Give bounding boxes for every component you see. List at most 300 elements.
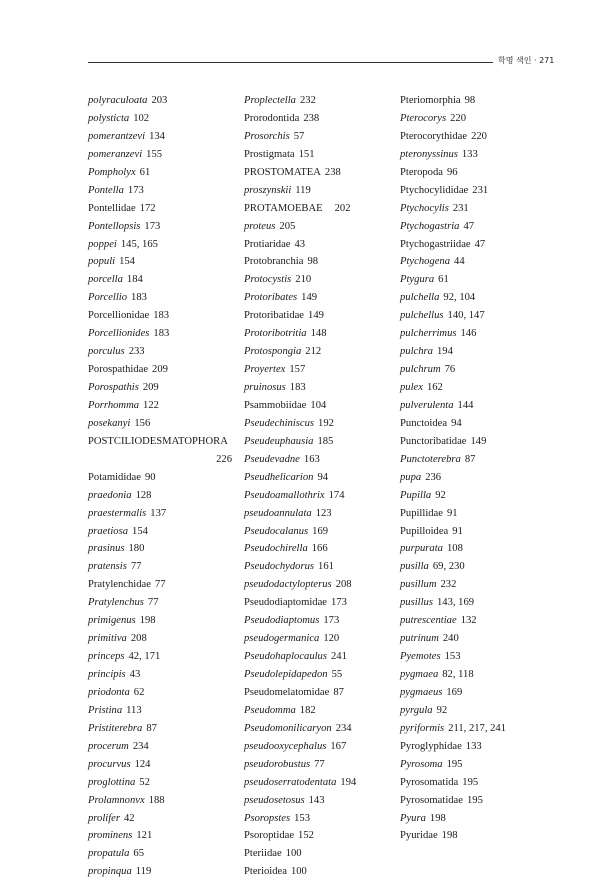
taxon-name: PROSTOMATEA (244, 166, 321, 178)
taxon-name: pulcherrimus (400, 328, 457, 340)
taxon-name: Pseudoamallothrix (244, 489, 325, 501)
index-entry (400, 720, 550, 738)
index-entry (88, 236, 238, 254)
index-entry (400, 182, 550, 200)
page-numbers: 133 (465, 740, 482, 752)
page-numbers: 234 (132, 740, 149, 752)
index-entry (244, 810, 394, 828)
page-numbers: 52 (139, 776, 150, 788)
index-entry (400, 128, 550, 146)
page-numbers: 183 (289, 382, 306, 393)
index-entry (88, 505, 238, 523)
index-entry (88, 164, 238, 182)
taxon-name: Pseudocalanus (244, 525, 309, 537)
index-entry (244, 361, 394, 379)
taxon-name: Pterioidea (244, 866, 287, 878)
taxon-name: procerum (88, 740, 129, 752)
taxon-name: putrinum (400, 633, 439, 645)
taxon-name: Psoropstes (244, 812, 291, 824)
index-column-3 (400, 92, 550, 845)
taxon-name: Pterocorys (400, 112, 447, 124)
page-numbers: 55 (331, 669, 343, 680)
index-entry (88, 576, 238, 594)
index-entry (400, 810, 550, 828)
index-entry (88, 684, 238, 702)
page-numbers: 153 (294, 812, 310, 824)
taxon-name: Pristiterebra (88, 722, 143, 734)
index-entry (400, 684, 550, 702)
page-numbers: 108 (446, 543, 463, 555)
index-entry (244, 792, 394, 810)
taxon-name: pulchrum (400, 364, 441, 376)
taxon-name: pyrgula (400, 704, 433, 716)
taxon-name: praestermalis (88, 507, 147, 519)
index-entry (88, 415, 238, 433)
index-entry (88, 469, 238, 487)
taxon-name: pseudosetosus (244, 794, 305, 806)
index-entry (400, 523, 550, 541)
page-numbers: 69, 230 (432, 561, 465, 573)
page-numbers: 42 (123, 812, 135, 824)
page-numbers: 77 (147, 597, 159, 609)
taxon-name: pomerantzevi (88, 130, 146, 142)
taxon-name: purpurata (400, 543, 443, 555)
index-entry (244, 325, 394, 343)
page-numbers: 203 (151, 95, 168, 106)
taxon-name: Pompholyx (88, 166, 136, 178)
page-numbers: 94 (317, 471, 329, 483)
taxon-name: Porrhomma (88, 399, 140, 411)
taxon-name: Pseudochydorus (244, 561, 315, 573)
page-numbers: 173 (323, 615, 340, 627)
taxon-name: princeps (88, 651, 125, 663)
index-entry (244, 487, 394, 505)
taxon-name: Pontellopsis (88, 220, 141, 232)
page-numbers: 137 (150, 507, 167, 519)
taxon-name: pusillus (400, 597, 433, 609)
index-entry (244, 827, 394, 845)
index-entry (244, 774, 394, 792)
taxon-name: prolifer (88, 812, 120, 824)
index-entry (400, 92, 550, 110)
taxon-name: putrescentiae (400, 615, 457, 627)
page-numbers: 152 (298, 830, 314, 842)
page-numbers: 192 (318, 417, 334, 429)
page-numbers: 57 (293, 130, 305, 142)
taxon-name: Ptychogastria (400, 220, 460, 232)
taxon-name: Pontella (88, 184, 124, 196)
index-entry (88, 666, 238, 684)
taxon-name: pygmaea (400, 669, 439, 680)
index-entry (400, 433, 550, 451)
page-numbers: 188 (148, 794, 165, 806)
index-entry (244, 666, 394, 684)
taxon-name: Pyrosomatida (400, 776, 459, 788)
index-entry (400, 738, 550, 756)
page-numbers: 226 (216, 453, 232, 465)
page-numbers: 92 (435, 489, 446, 501)
page-numbers: 154 (119, 256, 135, 268)
taxon-name: Prostigmata (244, 148, 295, 160)
index-entry (244, 236, 394, 254)
page-numbers: 173 (127, 184, 144, 196)
page-numbers: 76 (444, 364, 456, 376)
index-entry (244, 271, 394, 289)
taxon-name: pusillum (400, 579, 437, 591)
index-entry (88, 540, 238, 558)
page-numbers: 96 (446, 166, 458, 178)
taxon-name: principis (88, 669, 126, 680)
index-entry (400, 666, 550, 684)
index-entry (88, 182, 238, 200)
taxon-name: Prolamnonvx (88, 794, 145, 806)
page-numbers: 42, 171 (128, 651, 161, 663)
taxon-name: Ptygura (400, 274, 435, 286)
taxon-name: Pseudochirella (244, 543, 308, 555)
running-header: 학명 색인 · 271 (498, 56, 555, 65)
taxon-name: Pseudeuphausia (244, 435, 314, 447)
index-entry (244, 630, 394, 648)
index-entry (400, 271, 550, 289)
taxon-name: Porospathis (88, 382, 139, 393)
index-entry (400, 110, 550, 128)
index-entry (88, 289, 238, 307)
index-entry (244, 469, 394, 487)
page-numbers: 100 (285, 848, 302, 860)
page-numbers: 124 (134, 758, 151, 770)
page-numbers: 133 (461, 148, 478, 160)
index-entry (88, 433, 238, 451)
page-numbers: 211, 217, 241 (448, 722, 507, 734)
index-entry (88, 110, 238, 128)
taxon-name: praetiosa (88, 525, 129, 537)
page-numbers: 143 (308, 794, 325, 806)
taxon-name: Pyrosomatidae (400, 794, 463, 806)
index-entry (244, 218, 394, 236)
index-entry (88, 558, 238, 576)
taxon-name: Porcellio (88, 292, 128, 304)
page-numbers: 98 (307, 256, 319, 268)
index-entry (88, 218, 238, 236)
taxon-name: pruinosus (244, 382, 286, 393)
index-entry (400, 558, 550, 576)
taxon-name: pseudodactylopterus (244, 579, 332, 591)
taxon-name: Pratylenchidae (88, 579, 151, 591)
taxon-name: prasinus (88, 543, 125, 555)
taxon-name: Pseudodiaptomidae (244, 597, 327, 609)
page-numbers: 209 (142, 382, 159, 393)
taxon-name: Punctoterebra (400, 453, 461, 465)
page-numbers: 231 (472, 184, 489, 196)
index-entry (400, 325, 550, 343)
page-numbers: 149 (308, 310, 324, 322)
index-entry (244, 558, 394, 576)
page-numbers: 87 (333, 686, 344, 698)
taxon-name: pupa (400, 471, 422, 483)
index-entry (400, 576, 550, 594)
taxon-name: proglottina (88, 776, 136, 788)
index-entry (88, 774, 238, 792)
index-entry (400, 397, 550, 415)
taxon-name: pomeranzevi (88, 148, 143, 160)
page-numbers: 128 (135, 489, 152, 501)
page-numbers: 161 (318, 561, 334, 573)
index-entry (400, 289, 550, 307)
index-entry (88, 200, 238, 218)
page-numbers: 43 (129, 669, 141, 680)
taxon-name: priodonta (88, 686, 130, 698)
index-entry (400, 379, 550, 397)
index-entry (400, 756, 550, 774)
taxon-name: pseudoannulata (244, 507, 312, 519)
page-numbers: 208 (335, 579, 352, 591)
index-entry (244, 845, 394, 863)
index-entry (244, 146, 394, 164)
page-numbers: 162 (426, 382, 443, 393)
page-numbers: 220 (450, 112, 466, 124)
page-numbers: 43 (294, 238, 306, 250)
index-entry (244, 505, 394, 523)
page-numbers: 144 (457, 399, 474, 411)
taxon-name: proszynskii (244, 184, 292, 196)
taxon-name: Pyroglyphidae (400, 740, 462, 752)
index-entry (88, 720, 238, 738)
taxon-name: Pseudomonilicaryon (244, 722, 332, 734)
taxon-name: posekanyi (88, 417, 131, 429)
index-entry (244, 720, 394, 738)
taxon-name: Pupillidae (400, 507, 443, 519)
page-numbers: 155 (146, 148, 163, 160)
page-numbers: 61 (438, 274, 449, 286)
taxon-name: pulchellus (400, 310, 444, 322)
page-numbers: 61 (139, 166, 151, 178)
index-entry (88, 863, 238, 881)
taxon-name: Porcellionidae (88, 310, 150, 322)
taxon-name: Pratylenchus (88, 597, 144, 609)
page-numbers: 163 (303, 453, 320, 465)
taxon-name: Protocystis (244, 274, 292, 286)
index-entry (400, 236, 550, 254)
index-entry (400, 540, 550, 558)
page-numbers: 241 (330, 651, 347, 663)
page-numbers: 98 (464, 95, 476, 106)
page-numbers: 232 (299, 95, 316, 106)
page-numbers: 87 (464, 453, 476, 465)
index-column-1 (88, 92, 238, 881)
page-numbers: 173 (330, 597, 347, 609)
page-numbers: 198 (441, 830, 458, 842)
page-numbers: 232 (440, 579, 457, 591)
index-entry (244, 110, 394, 128)
taxon-name: Prorodontida (244, 112, 300, 124)
taxon-name: Protoribatidae (244, 310, 305, 322)
taxon-name: PROTAMOEBAE (244, 202, 323, 214)
taxon-name: pratensis (88, 561, 127, 573)
page-numbers: 90 (144, 471, 156, 483)
index-entry (88, 845, 238, 863)
taxon-name: Pristina (88, 704, 123, 716)
index-entry (400, 415, 550, 433)
index-entry (244, 343, 394, 361)
page-numbers: 154 (132, 525, 148, 537)
page-numbers: 153 (444, 651, 461, 663)
taxon-name: prominens (88, 830, 133, 842)
page-numbers: 212 (305, 346, 322, 358)
taxon-name: Ptychogastriidae (400, 238, 471, 250)
index-entry (244, 397, 394, 415)
index-entry (244, 164, 394, 182)
taxon-name: pulchella (400, 292, 440, 304)
taxon-name: porcella (88, 274, 123, 286)
index-entry (88, 325, 238, 343)
taxon-name: Pupilloidea (400, 525, 449, 537)
page-numbers: 62 (133, 686, 145, 698)
index-entry (400, 792, 550, 810)
taxon-name: pulverulenta (400, 399, 454, 411)
index-entry (400, 505, 550, 523)
page-numbers: 195 (462, 776, 479, 788)
page-numbers: 149 (470, 435, 487, 447)
page-numbers: 198 (139, 615, 156, 627)
index-entry (88, 379, 238, 397)
taxon-name: pulex (400, 382, 423, 393)
index-entry (244, 540, 394, 558)
page-numbers: 132 (460, 615, 477, 627)
index-entry (400, 218, 550, 236)
taxon-name: Protospongia (244, 346, 302, 358)
page-numbers: 169 (446, 686, 463, 698)
index-entry (88, 451, 232, 469)
taxon-name: propinqua (88, 866, 132, 878)
taxon-name: Punctoribatidae (400, 435, 467, 447)
index-entry (400, 164, 550, 182)
taxon-name: Pontellidae (88, 202, 136, 214)
page-numbers: 119 (295, 184, 311, 196)
taxon-name: praedonia (88, 489, 132, 501)
index-entry (88, 307, 238, 325)
taxon-name: pygmaeus (400, 686, 443, 698)
page-numbers: 183 (131, 292, 147, 304)
index-entry (244, 433, 394, 451)
index-entry (244, 684, 394, 702)
page-numbers: 143, 169 (436, 597, 475, 609)
page-numbers: 149 (301, 292, 318, 304)
taxon-name: Pseudechiniscus (244, 417, 315, 429)
page-numbers: 194 (340, 776, 357, 788)
taxon-name: poppei (88, 238, 117, 250)
index-entry (400, 469, 550, 487)
taxon-name: Pteriidae (244, 848, 282, 860)
taxon-name: Protoribotritia (244, 328, 307, 340)
index-entry (244, 307, 394, 325)
page-numbers: 148 (310, 328, 327, 340)
page-numbers: 194 (436, 346, 453, 358)
page-numbers: 205 (279, 220, 296, 232)
taxon-name: Porcellionides (88, 328, 150, 340)
index-entry (400, 451, 550, 469)
taxon-name: Psammobiidae (244, 399, 307, 411)
index-entry (244, 379, 394, 397)
index-entry (88, 271, 238, 289)
taxon-name: Potamididae (88, 471, 141, 483)
taxon-name: pyriformis (400, 722, 445, 734)
index-entry (88, 738, 238, 756)
taxon-name: Pteropoda (400, 166, 443, 178)
index-entry (400, 648, 550, 666)
page-numbers: 47 (474, 238, 486, 250)
index-entry (88, 397, 238, 415)
index-entry (244, 92, 394, 110)
index-entry (244, 523, 394, 541)
index-entry (244, 702, 394, 720)
taxon-name: Pseudomma (244, 704, 296, 716)
index-entry (88, 827, 238, 845)
taxon-name: procurvus (88, 758, 131, 770)
index-entry (88, 343, 238, 361)
index-entry (400, 200, 550, 218)
index-column-2 (244, 92, 394, 881)
taxon-name: polysticta (88, 112, 130, 124)
index-entry (400, 630, 550, 648)
index-entry (88, 648, 238, 666)
taxon-name: pulchra (400, 346, 433, 358)
index-entry (244, 738, 394, 756)
page-numbers: 102 (133, 112, 150, 124)
page-numbers: 82, 118 (442, 669, 474, 680)
taxon-name: Proplectella (244, 95, 296, 106)
index-entry (400, 307, 550, 325)
taxon-name: Pterocorythidae (400, 130, 468, 142)
index-entry (88, 523, 238, 541)
taxon-name: Prosorchis (244, 130, 290, 142)
taxon-name: Pseudodiaptomus (244, 615, 320, 627)
taxon-name: populi (88, 256, 116, 268)
taxon-name: Pupilla (400, 489, 432, 501)
index-entry (88, 487, 238, 505)
index-entry (244, 594, 394, 612)
index-entry (88, 756, 238, 774)
index-entry (88, 594, 238, 612)
page-numbers: 169 (312, 525, 329, 537)
taxon-name: Protobranchia (244, 256, 304, 268)
index-entry (400, 612, 550, 630)
taxon-name: pusilla (400, 561, 429, 573)
page-numbers: 104 (310, 399, 327, 411)
index-entry (244, 415, 394, 433)
taxon-name: Punctoidea (400, 417, 448, 429)
index-entry (400, 827, 550, 845)
index-entry (400, 594, 550, 612)
page-numbers: 146 (460, 328, 477, 340)
taxon-name: Ptychocylididae (400, 184, 469, 196)
taxon-name: primigenus (88, 615, 136, 627)
page-numbers: 198 (429, 812, 446, 824)
page-numbers: 91 (446, 507, 458, 519)
page-numbers: 156 (134, 417, 151, 429)
taxon-name: Proyertex (244, 364, 286, 376)
page-numbers: 113 (126, 704, 142, 716)
page-numbers: 238 (303, 112, 320, 124)
index-entry (244, 612, 394, 630)
taxon-name: Pyrosoma (400, 758, 443, 770)
page-numbers: 121 (136, 830, 153, 842)
page-numbers: 151 (298, 148, 315, 160)
index-entry (88, 810, 238, 828)
taxon-name: Pseudolepidapedon (244, 669, 328, 680)
taxon-name: primitiva (88, 633, 127, 645)
page-numbers: 65 (133, 848, 144, 860)
index-entry (88, 792, 238, 810)
